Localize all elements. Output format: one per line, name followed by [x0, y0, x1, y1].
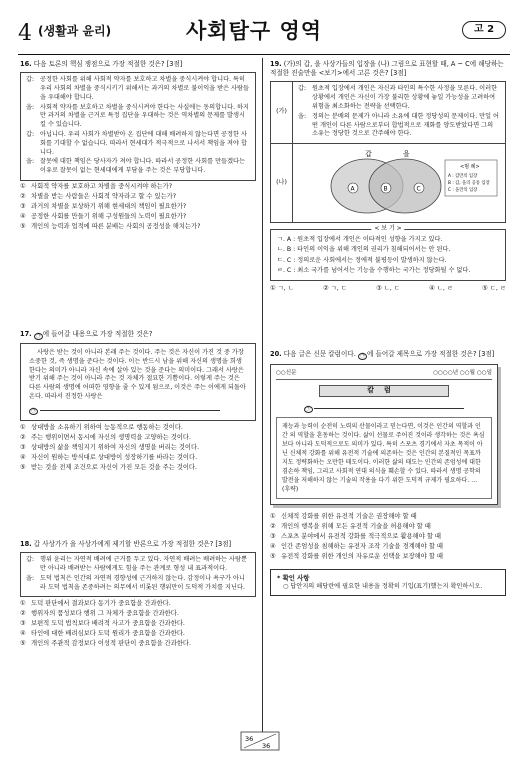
- dialogue-line: 갑: 공정한 사회를 위해 사회적 약자를 보호하고 차별을 중식시켜야 합니다. 특히 우리 사회의 차별을 중식시키기 위해서는 과거의 차별로 불이익을 받은 사람들을 우대해야 합니다.: [26, 76, 249, 101]
- answer-option[interactable]: ⑤ 개인의 능력과 업적에 따른 분배는 사회의 공정성을 해치는가?: [20, 222, 201, 230]
- venn-legend-title: <범 례>: [460, 164, 480, 171]
- bogi-item: ㄱ. A : 원초적 입장에서 개인은 이타적인 성향을 가지고 있다.: [277, 236, 443, 244]
- venn-label-left: 갑: [365, 150, 372, 159]
- page-number-header: 4: [18, 21, 32, 46]
- newspaper-date: ○○○○년 ○○월 ○○일: [433, 370, 492, 376]
- page-header: [18, 14, 510, 54]
- answer-option[interactable]: ① 상대방을 소유하기 위하여 능동적으로 행동하는 것이다.: [20, 423, 183, 431]
- answer-option[interactable]: ④ 인간 존엄성을 침해하는 유전자 조작 기술을 경계해야 할 때: [270, 542, 443, 550]
- region-a-label: A: [350, 185, 355, 193]
- venn-label-right: 을: [403, 150, 410, 159]
- venn-diagram: [295, 146, 500, 218]
- venn-legend-item: C : 을만의 입장: [448, 188, 478, 194]
- dialogue-line: 갑: 아닙니다. 우리 사회가 차별받아 온 집단에 대해 배려하지 않는다면 공정한 사회를 기대할 수 없습니다. 따라서 현세대가 적극적으로 나서서 책임을 져야 합니다.: [26, 131, 247, 156]
- dialogue-line: 을: 도덕 법칙은 인간의 자연적 경향성에 근거하지 않는다. 감정이나 욕구가 아니라 도덕 법칙을 존중하려는 의무에서 비롯된 행위만이 도덕적 가치를 지닌다.: [26, 574, 245, 591]
- dialogue-line: 을: 사회적 약자를 보호하고 차별을 중식시켜야 한다는 사실에는 동의합니다. 하지만 과거의 차별을 근거로 특정 집단을 우대하는 것은 역차별의 문제를 발생시킬 수 있습니다.: [26, 103, 249, 129]
- dialogue-line: 을: 정의는 분배의 문제가 아니라 소유에 대한 정당성의 문제이다. 만일 어떤 개인이 다른 사람으로부터 합법적으로 재화를 양도받았다면 그의 소유는 정당한 것으로 간주해야 한다.: [298, 112, 500, 138]
- blank-marker: ㉠: [35, 333, 41, 339]
- region-b-label: B: [383, 185, 388, 193]
- venn-legend-item: A : 갑만의 입장: [448, 174, 478, 180]
- question-16-passage: [20, 72, 256, 181]
- answer-option[interactable]: ⑤ ㄷ, ㄹ: [482, 284, 506, 292]
- blank-marker: ㉠: [359, 353, 365, 359]
- question-19: [270, 60, 506, 294]
- q19-row-na: (나) 갑 을 A B C <범 례> A : 갑만의 입장 B : 갑, 을의 공통 입장 C : 을만의 입장: [271, 144, 505, 222]
- answer-option[interactable]: ③ 스포츠 분야에서 유전적 강화를 적극적으로 활용해야 할 때: [270, 532, 441, 540]
- column-title: 칼럼: [319, 385, 449, 397]
- page-total: 36: [262, 742, 271, 750]
- answer-option[interactable]: ② ㄱ, ㄷ: [323, 284, 347, 292]
- answer-option[interactable]: ① 신체적 강화를 위한 유전적 기술은 권장해야 할 때: [270, 512, 417, 520]
- newspaper-masthead: [276, 370, 492, 380]
- question-18-stem: 18. 갑 사상가가 을 사상가에게 제기할 반론으로 가장 적절한 것은? [3점]: [20, 540, 232, 548]
- header-rule: [18, 54, 510, 55]
- bogi-title: < 보 기 >: [371, 225, 404, 234]
- answer-option[interactable]: ① ㄱ, ㄴ: [270, 284, 294, 292]
- dialogue-line: 갑: 행위 윤리는 자연적 배려에 근거를 두고 있다. 자연적 배려는 배려하는 사람뿐만 아니라 배려받는 사람에게도 힘을 주는 관계로 형성 내 표과적이다.: [26, 556, 247, 573]
- page-current: 36: [245, 735, 254, 743]
- question-16-stem: 16. 다음 토론의 핵심 쟁점으로 가장 적절한 것은? [3점]: [20, 60, 183, 68]
- exam-title: 사회탐구 영역: [186, 19, 323, 43]
- column-body: 재능과 능력이 순전히 노력의 산물이라고 믿는다면, 이것은 인간의 역할과 인간 의 역할을 혼동하는 것이다. 삶이 선물로 주어진 것이라 생각하는 것은 욕심보다 아니라 도덕적으로도 의미가 있다. 특히 스포츠 경기에서 자초 목적이 아닌 신체적 강화를 위해 유전적 기술에 의존하는 것은 인간의 본질적인 목표까지도 정략화하는 오만한 태도이다. 이러한 삶의 태도는 인간의 존엄성에 대한 겸손하 책임, 그리고 사회적 연대 의식을 훼손할 수 있다. 따라서 생명 공학의 발전을 저해하지 않는 기술의 작용을 다기 위한 도덕적 규제가 필요하다. … (후략): [276, 417, 492, 499]
- column-divider: [262, 58, 263, 738]
- newspaper-column: [270, 364, 498, 505]
- confirm-title: * 확인 사항: [277, 573, 310, 582]
- confirm-text: ○ 답안지의 해당란에 필요한 내용을 정확히 기입(표기)했는지 확인하시오.: [283, 582, 483, 590]
- answer-option[interactable]: ⑤ 받는 것을 전제 조건으로 자신이 가진 모든 것을 주는 것이다.: [20, 463, 198, 471]
- question-17-options: [20, 424, 256, 473]
- blank-marker: ㉠: [30, 407, 36, 414]
- question-20-options: [270, 513, 506, 562]
- question-19-table: [270, 81, 506, 223]
- bogi-item: ㄹ. C : 최소 국가를 넘어서는 기능을 수행하는 국가는 정당화될 수 없다.: [277, 266, 471, 274]
- answer-option[interactable]: ② 개인의 행복을 위해 모든 유전적 기술을 허용해야 할 때: [270, 522, 431, 530]
- confirm-notice: [270, 569, 506, 597]
- question-18-options: [20, 600, 256, 649]
- question-20-stem: 20. 다음 글은 신문 칼럼이다. ㉠ 에 들어갈 제목으로 가장 적절한 것은? [3점]: [270, 350, 495, 359]
- answer-option[interactable]: ③ 보편적 도덕 법칙보다 배려적 사고가 중요함을 간과한다.: [20, 620, 185, 628]
- question-16-options: [20, 183, 256, 232]
- question-17-stem: 17. ㉠ 에 들어갈 내용으로 가장 적절한 것은?: [20, 330, 153, 339]
- answer-option[interactable]: ③ 상대방의 삶을 책임지기 위하여 자신의 생명을 버리는 것이다.: [20, 443, 200, 451]
- venn-circle-right: [369, 159, 441, 213]
- title-blank-line: [314, 402, 464, 409]
- venn-legend-item: B : 갑, 을의 공통 입장: [448, 181, 490, 187]
- blank-marker: ㉠: [305, 405, 311, 412]
- dialogue-line: 갑: 원초적 입장에서 개인은 자신과 타인의 특수한 사정을 모른다. 이러한 상황에서 개인은 자신이 가장 불리한 상황에 놓일 가능성을 고려하여 위험을 최소화하는 전략을 선택한다.: [298, 85, 498, 111]
- question-17-passage: 사랑은 받는 것이 아니라 본래 주는 것이다. 주는 것은 자신이 가진 것 중 가장 소중한 것, 즉 생명을 준다는 것이다. 이는 반드시 남을 위해 자신의 생명을 희생한다는 의미가 아니라 자신 속에 살아 있는 것을 준다는 의미이다. 그래서 사랑은 받기 위해 주는 것이 아니라 주는 것 자체가 절묘한 기쁨이다. 이렇게 주는 것은 다른 사람의 생명에 어떠한 영향을 줄 수 있게 됨으로, 이것은 주는 이에게 되돌아온다. 따라서 진정한 사랑은 ㉠: [20, 343, 256, 421]
- newspaper-name: ○○신문: [276, 370, 297, 376]
- answer-option[interactable]: ③ ㄴ, ㄷ: [376, 284, 400, 292]
- bogi-item: ㄷ. C : 정의로운 사회에서는 정에적 불평등이 발생하지 않는다.: [277, 256, 447, 264]
- question-16: [20, 60, 256, 232]
- question-17: [20, 330, 256, 472]
- question-19-options: [270, 285, 506, 294]
- answer-option[interactable]: ④ 타인에 대한 배려심보다 도덕 원리가 중요함을 간과한다.: [20, 630, 185, 638]
- region-c-label: C: [416, 185, 421, 193]
- answer-blank-line: [40, 404, 220, 411]
- answer-option[interactable]: ② 차별을 받는 사람들은 사회적 약자라고 할 수 있는가?: [20, 192, 177, 200]
- answer-option[interactable]: ① 도덕 판단에서 결과보다 동기가 중요함을 간과한다.: [20, 600, 171, 608]
- grade-badge: 고 2: [462, 21, 506, 39]
- answer-option[interactable]: ① 사회적 약자를 보호하고 차별을 중식시켜야 하는가?: [20, 182, 173, 190]
- answer-option[interactable]: ⑤ 개인의 주관적 감정보다 이성적 판단이 중요함을 간과한다.: [20, 640, 191, 648]
- question-19-stem: 19. (가)의 갑, 을 사상가들의 입장을 (나) 그림으로 표현할 때, A ~ C에 해당하는 적절한 진술만을 <보기>에서 고른 것은? [3점]: [270, 60, 504, 78]
- answer-option[interactable]: ④ ㄴ, ㄹ: [429, 284, 453, 292]
- q19-row-ga: (가) 갑: 원초적 입장에서 개인은 자신과 타인의 특수한 사정을 모른다. 이러한 상황에서 개인은 자신이 가장 불리한 상황에 놓일 가능성을 고려하여 위험을 최소화하는 전략을 선택한다. 을: 정의는 분배의 문제가 아니라 소유에 대한 정당성의 문제이다. 만일 어떤 개인이 다른 사람으로부터 합법적으로 재화를 양도받았다면 그의 소유는 정당한 것으로 간주해야 한다.: [271, 82, 505, 144]
- answer-option[interactable]: ④ 공정한 사회를 만들기 위해 구성원들의 노력이 필요한가?: [20, 212, 187, 220]
- question-18-passage: [20, 552, 256, 597]
- subject-name: (생활과 윤리): [38, 24, 112, 38]
- dialogue-line: 을: 잘못에 대한 책임은 당사자가 져야 합니다. 따라서 공정한 사회를 만들겠다는 이유로 잘못이 없는 현세대에게 부담을 주는 것은 부당합니다.: [26, 158, 245, 175]
- answer-option[interactable]: ④ 자신이 원하는 방식대로 상대방이 성장하기를 바라는 것이다.: [20, 453, 198, 461]
- bogi-box: [270, 225, 506, 281]
- question-20: [270, 350, 506, 596]
- page-indicator: [240, 731, 280, 751]
- answer-option[interactable]: ⑤ 유전적 강화를 위한 개인의 자유로운 선택을 보장해야 할 때: [270, 552, 443, 560]
- question-18: [20, 540, 256, 649]
- answer-option[interactable]: ② 주는 행위이면서 동시에 자신의 생명력을 고양하는 것이다.: [20, 433, 191, 441]
- bogi-item: ㄴ. B : 타인의 이익을 위해 개인의 권리가 침해되어서는 안 된다.: [277, 246, 451, 254]
- answer-option[interactable]: ② 행위자의 품성보다 행위 그 자체가 중요함을 간과한다.: [20, 610, 179, 618]
- answer-option[interactable]: ③ 과거의 차별을 보상하기 위해 현세대의 책임이 필요한가?: [20, 202, 187, 210]
